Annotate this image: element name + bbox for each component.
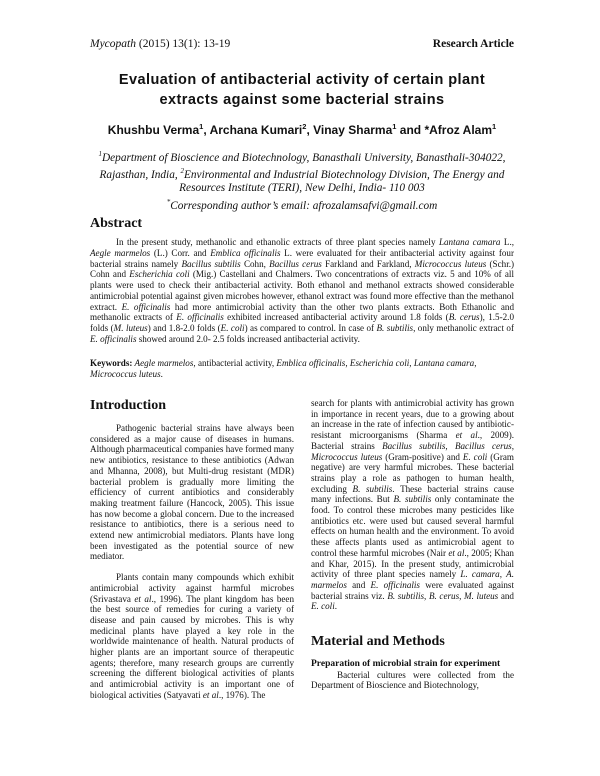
methods-heading: Material and Methods xyxy=(311,634,445,650)
keywords: Keywords: Aegle marmelos, antibacterial activity, Emblica officinalis, Escherichia coli, Lantana camara, Micrococcus luteus. xyxy=(90,358,477,379)
author-separator: , xyxy=(306,123,314,137)
abstract-body: In the present study, methanolic and ethanolic extracts of three plant species namely Lantana camara L., Aegle marmelos (L.) Corr. and Emblica officinalis L. were evaluated for their antibacterial activity against four bacterial strains namely Bacillus subtilis Cohn, Bacillus cerus Farkland and Farkland, Micrococcus luteus (Schr.) Cohn and Escherichia coli (Mig.) Castellani and Chalmers. Two concentrations of extracts viz. 5 and 10% of all plants were used to check their antibacterial activity. Both ethanol and methanol extracts showed considerable antimicrobial potential against given microbes however, ethanol extract was found more effective than the methanol extract. E. officinalis had more antimicrobial activity than the other two plants extracts. Both Ethanolic and methanolic extracts of E. officinalis exhibited increased antibacterial activity around 1.8 folds (B. cerus), 1.5-2.0 folds (M. luteus) and 1.8-2.0 folds (E. coli) as compared to control. In case of B. subtilis, only methanolic extract of E. officinalis showed around 2.0- 2.5 folds increased antibacterial activity. xyxy=(90,237,515,344)
methods-paragraph-1: Bacterial cultures were collected from the Department of Bioscience and Biotechnology, xyxy=(311,669,514,691)
methods-subheading: Preparation of microbial strain for experiment xyxy=(311,659,501,670)
article-type: Research Article xyxy=(432,38,514,50)
author-and: and xyxy=(396,123,425,137)
author-1-affil: 1 xyxy=(199,122,204,131)
title-line-2: extracts against some bacterial strains xyxy=(159,92,445,108)
author-4: *Afroz Alam xyxy=(424,123,493,137)
journal-name: Mycopath xyxy=(90,38,136,50)
intro-continuation: search for plants with antimicrobial activity has grown in importance in recent years, due to a growing about an increase in the rate of infection caused by antibiotic- resistant microorganisms (Sharma et al., 2009). Bacterial strains Bacillus subtilis, Bacillus cerus, Micrococcus luteus (Gram-positive) and E. coli (Gram negative) are very harmful microbes. These bacterial strains play a role as pathogen to human health, excluding B. subtilis. These bacterial strains cause many infections. But B. subtilis only contaminate the food. To control these microbes many pesticides like antibiotics etc. were used but caused several harmful effects on human health and the environment. To avoid these affects plants used as antimicrobial agent to control these harmful microbes (Nair et al., 2005; Khan and Khar, 2015). In the present study, antimicrobial activity of three plant species namely L. camara, A. marmelos and E. officinalis were evaluated against bacterial strains viz. B. subtilis, B. cerus, M. luteus and E. coli. xyxy=(311,398,515,612)
author-3-affil: 1 xyxy=(392,122,397,131)
author-3: Vinay Sharma xyxy=(313,123,393,137)
intro-paragraph-1: Pathogenic bacterial strains have always been considered as a major cause of diseases in humans. Although pharmaceutical companies have formed many new antibiotics, resistance to these antibiotics (Adwan and Mhanna, 2008), but Multi-drug resistant (MDR) bacterial problem is gradually more limiting the efficiency of current antibiotics and considerably making treatment failure (Hancock, 2005). This issue has now become a global concern. Due to the increased resistance to antibiotics, there is a serious need to extend new antimicrobial mediators. Plants have long been investigated as the potential source of new mediator. xyxy=(90,423,294,562)
author-4-affil: 1 xyxy=(492,122,497,131)
author-1: Khushbu Verma xyxy=(107,123,200,137)
author-list xyxy=(90,122,514,137)
right-column xyxy=(311,398,514,691)
abstract-heading: Abstract xyxy=(90,216,143,231)
author-2-affil: 2 xyxy=(302,122,307,131)
author-separator: , xyxy=(203,123,210,137)
author-2: Archana Kumari xyxy=(209,123,303,137)
journal-citation xyxy=(90,38,230,50)
citation-text: (2015) 13(1): 13-19 xyxy=(138,38,231,50)
paper-title xyxy=(90,70,514,110)
affil-marker-2: 2 xyxy=(180,167,184,176)
title-line-1: Evaluation of antibacterial activity of certain plant xyxy=(118,72,486,88)
affiliations xyxy=(96,148,508,213)
affil-marker-1: 1 xyxy=(98,150,102,158)
left-column xyxy=(90,398,294,701)
keywords-label: Keywords: xyxy=(90,358,133,368)
affil-1: Department of Bioscience and Biotechnology, Banasthali University, Banasthali-304022, Rajasthan, India, xyxy=(99,151,506,181)
corresponding-email: Corresponding author’s email: afrozalamsafvi@gmail.com xyxy=(170,199,438,212)
intro-paragraph-2: Plants contain many compounds which exhibit antimicrobial activity against harmful microbes (Srivastava et al., 1996). The plant kingdom has been the best source of remedies for curing a variety of disease and pain caused by microbes. This is why medicinal plants have played a key role in the worldwide maintenance of health. Natural products of higher plants are an important source of therapeutic agents; therefore, many research groups are currently screening the different biological activities of plants and antimicrobial activity is an important one of biological activities (Satyavati et al., 1976). The xyxy=(90,572,294,700)
introduction-heading: Introduction xyxy=(90,398,166,413)
affil-2: Environmental and Industrial Biotechnology Division, The Energy and Resources Institute (TERI), New Delhi, India- 110 003 xyxy=(179,168,505,195)
corresponding-marker: * xyxy=(166,197,171,206)
